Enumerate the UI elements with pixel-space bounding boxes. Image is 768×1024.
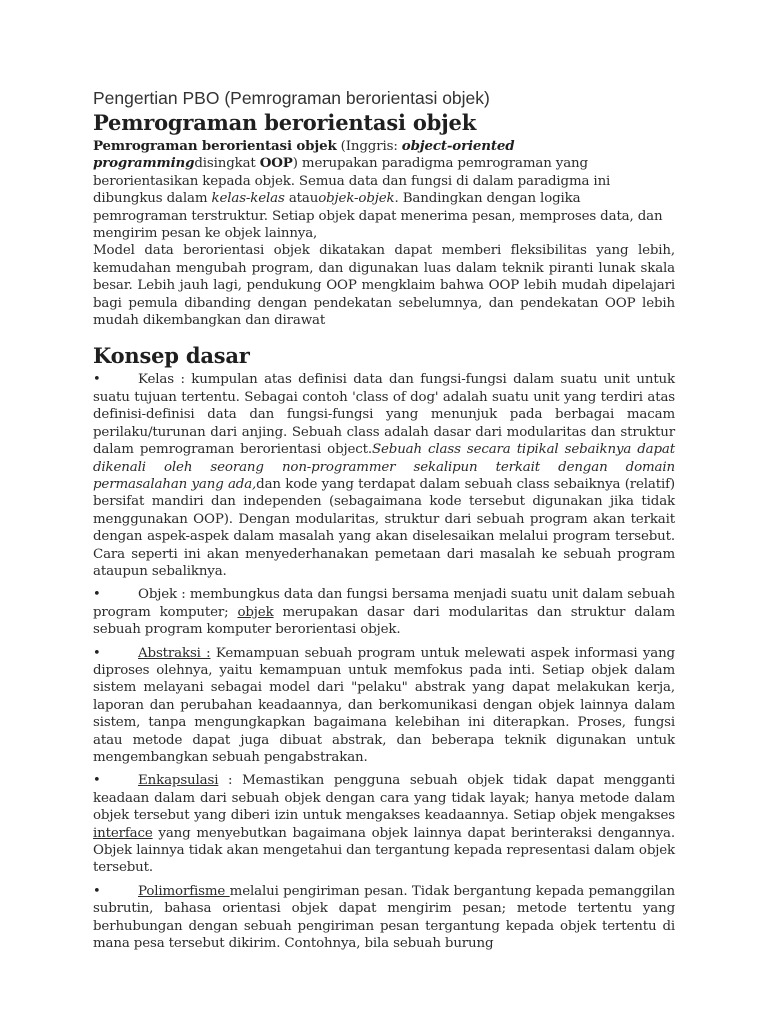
concept-text-abstraksi: Kemampuan sebuah program untuk melewati aspek informasi yang diproses olehnya, yaitu kemampuan untuk memfokus pada inti. Setiap objek dalam sistem melayani sebagai model dari "pelaku" abstrak yang dapat melakukan kerja, laporan dan perubahan keadaannya, dan berkomunikasi dengan objek lainnya dalam sistem, tanpa mengungkapkan bagaimana kelebihan ini diterapkan. Proses, fungsi atau metode dapat juga dibuat abstrak, dan beberapa teknik digunakan untuk mengembangkan sebuah pengabstrakan. <box>93 645 675 765</box>
list-item-polimorfisme <box>93 883 675 953</box>
bullet-icon: • <box>93 587 101 603</box>
intro-kelas-term: kelas-kelas <box>211 191 285 207</box>
bullet-icon: • <box>93 773 101 789</box>
list-item-abstraksi <box>93 645 675 767</box>
intro-text-2: disingkat <box>194 156 260 172</box>
concept-text-enkapsulasi-2: yang menyebutkan bagaimana objek lainnya dapat berinteraksi dengannya. Objek lainnya tidak akan mengetahui dan tergantung kepada representasi dalam objek tersebut. <box>93 825 675 876</box>
concept-text-polimorfisme: melalui pengiriman pesan. Tidak bergantung kepada pemanggilan subrutin, bahasa orientasi objek dapat mengirim pesan; metode tertentu yang berhubungan dengan sebuah pengiriman pesan tergantung kepada objek tertentu di mana pesa tersebut dikirim. Contohnya, bila sebuah burung <box>93 883 676 952</box>
list-item-objek <box>93 586 675 638</box>
concept-text-enkapsulasi-1: : Memastikan pengguna sebuah objek tidak dapat mengganti keadaan dalam dari sebuah objek dengan cara yang tidak layak; hanya metode dalam objek tersebut yang diberi izin untuk mengakses keadaannya. Setiap objek mengakses <box>93 773 675 824</box>
intro-english-term: object-oriented programming <box>93 138 515 172</box>
link-abstraksi[interactable]: Abstraksi : <box>138 645 211 661</box>
intro-text-4: atau <box>284 191 319 207</box>
concept-text-objek-1: : membungkus data dan fungsi bersama menjadi suatu unit dalam sebuah program komputer; <box>93 587 675 620</box>
document-top-title: Pengertian PBO (Pemrograman berorientasi objek) <box>93 88 490 108</box>
intro-term: Pemrograman berorientasi objek <box>93 138 337 154</box>
bullet-icon: • <box>93 883 101 899</box>
intro-text-3: ) merupakan paradigma pemrograman yang berorientasikan kepada objek. Semua data dan fungsi di dalam paradigma ini dibungkus dalam <box>93 156 611 207</box>
bullet-icon: • <box>93 372 101 388</box>
concept-text-objek-2: merupakan dasar dari modularitas dan struktur dalam sebuah program komputer berorientasi objek. <box>93 604 676 638</box>
intro-text-5: . Bandingkan dengan logika pemrograman terstruktur. Setiap objek dapat menerima pesan, memproses data, dan mengirim pesan ke objek lainnya, <box>93 191 663 242</box>
intro-abbreviation: OOP <box>259 155 293 172</box>
intro-objek-term: objek-objek <box>318 191 395 207</box>
concept-list <box>93 371 675 952</box>
link-objek[interactable]: objek <box>237 604 274 620</box>
concept-italic-kelas: Sebuah class secara tipikal sebaiknya dapat dikenali oleh seorang non-programmer sekalipun terkait dengan domain permasalahan yang ada, <box>93 442 676 492</box>
bullet-icon: • <box>93 645 101 661</box>
list-item-enkapsulasi <box>93 772 675 876</box>
intro-text-1: (Inggris: <box>336 139 402 154</box>
article-heading: Pemrograman berorientasi objek <box>93 110 477 135</box>
link-enkapsulasi[interactable]: Enkapsulasi <box>138 773 219 789</box>
concept-text-kelas-2: dan kode yang terdapat dalam sebuah class sebaiknya (relatif) bersifat mandiri dan independen (sebagaimana kode tersebut digunakan jika tidak menggunakan OOP). Dengan modularitas, struktur dari sebuah program akan terkait dengan aspek-aspek dalam masalah yang akan diselesaikan melalui program tersebut. Cara seperti ini akan menyederhanakan pemetaan dari masalah ke sebuah program ataupun sebaliknya. <box>93 476 676 579</box>
concept-text-kelas-1: : kumpulan atas definisi data dan fungsi-fungsi dalam suatu unit untuk suatu tujuan tertentu. Sebagai contoh 'class of dog' adalah suatu unit yang terdiri atas definisi-definisi data dan fungsi-fungsi yang menunjuk pada berbagai macam perilaku/turunan dari anjing. Sebuah class adalah dasar dari modularitas dan struktur dalam pemrograman berorientasi object. <box>93 372 675 458</box>
list-item-kelas <box>93 371 675 580</box>
concept-term-kelas: Kelas <box>138 372 174 388</box>
document-page <box>93 88 675 958</box>
concept-term-objek: Objek <box>138 587 177 603</box>
intro-paragraph <box>93 138 675 242</box>
link-polimorfisme[interactable]: Polimorfisme <box>138 883 230 899</box>
model-paragraph: Model data berorientasi objek dikatakan dapat memberi fleksibilitas yang lebih, kemudahan mengubah program, dan digunakan luas dalam teknik piranti lunak skala besar. Lebih jauh lagi, pendukung OOP mengklaim bahwa OOP lebih mudah dipelajari bagi pemula dibanding dengan pendekatan sebelumnya, dan pendekatan OOP lebih mudah dikembangkan dan dirawat <box>93 243 675 329</box>
link-interface[interactable]: interface <box>93 825 153 841</box>
section-heading-konsep-dasar: Konsep dasar <box>93 343 250 369</box>
